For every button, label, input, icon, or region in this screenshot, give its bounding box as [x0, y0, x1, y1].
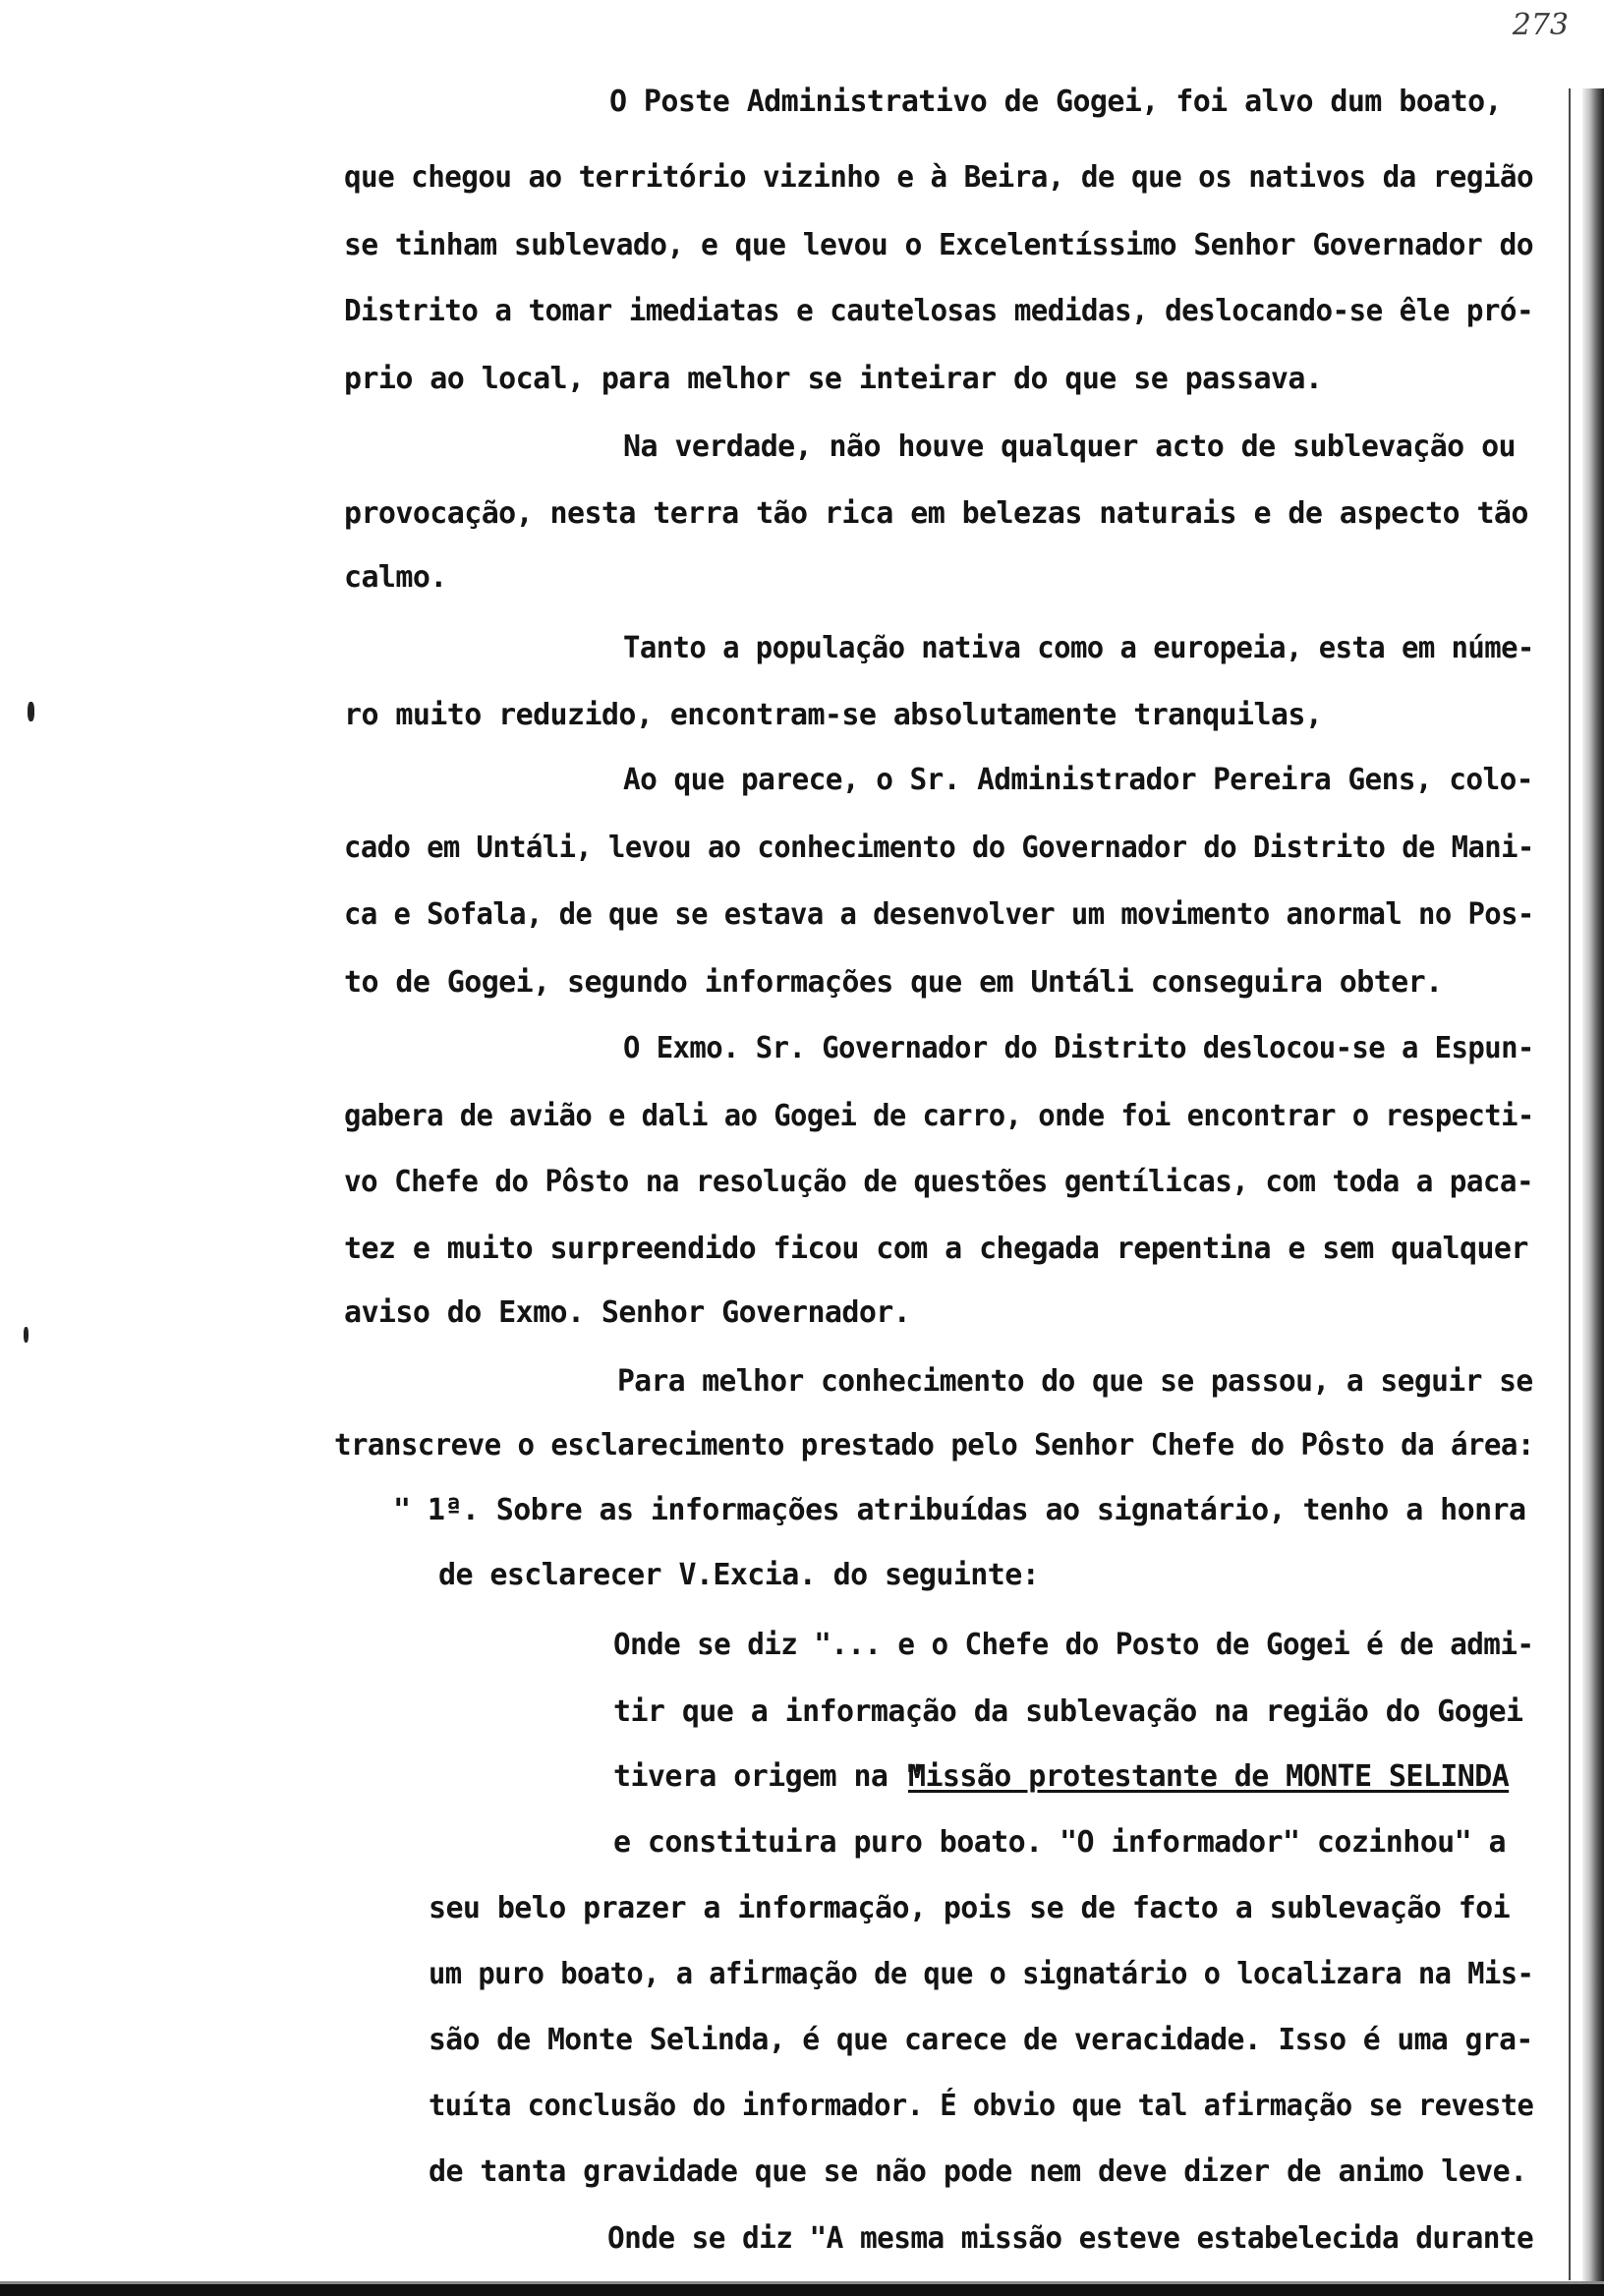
text-line: tuíta conclusão do informador. É obvio que tal afirmação se reveste [429, 2089, 1534, 2123]
text-line: tez e muito surpreendido ficou com a chegada repentina e sem qualquer [344, 1232, 1528, 1266]
bottom-edge [0, 2284, 1604, 2296]
text-line: são de Monte Selinda, é que carece de veracidade. Isso é uma gra- [429, 2023, 1533, 2057]
scan-speck [28, 702, 34, 721]
page-binding-edge [1582, 88, 1604, 2290]
text-line: de tanta gravidade que se não pode nem deve dizer de animo leve. [429, 2154, 1527, 2189]
text-line: aviso do Exmo. Senhor Governador. [344, 1295, 911, 1330]
text-line: Para melhor conhecimento do que se passou, a seguir se [617, 1364, 1533, 1399]
text-line: to de Gogei, segundo informações que em Untáli conseguira obter. [344, 965, 1443, 1000]
text-line: que chegou ao território vizinho e à Beira, de que os nativos da região [344, 160, 1534, 195]
text-line: se tinham sublevado, e que levou o Excelentíssimo Senhor Governador do [344, 228, 1534, 262]
text-line: seu belo prazer a informação, pois se de facto a sublevação foi [429, 1891, 1511, 1925]
text-line: O Poste Administrativo de Gogei, foi alvo dum boato, [609, 85, 1502, 119]
text-line: " 1ª. Sobre as informações atribuídas ao signatário, tenho a honra [393, 1493, 1526, 1527]
text-line: gabera de avião e dali ao Gogei de carro, onde foi encontrar o respecti- [344, 1099, 1534, 1133]
text-line: prio ao local, para melhor se inteirar do que se passava. [344, 362, 1323, 396]
text-line: Onde se diz "... e o Chefe do Posto de Gogei é de admi- [613, 1628, 1534, 1662]
text-line: um puro boato, a afirmação de que o signatário o localizara na Mis- [429, 1957, 1534, 1991]
text-line: Na verdade, não houve qualquer acto de sublevação ou [623, 430, 1516, 464]
text-line: Distrito a tomar imediatas e cautelosas medidas, deslocando-se êle pró- [344, 294, 1534, 328]
text-line: O Exmo. Sr. Governador do Distrito deslocou-se a Espun- [623, 1031, 1534, 1065]
text-line: vo Chefe do Pôsto na resolução de questões gentílicas, com toda a paca- [344, 1165, 1534, 1199]
text-line: Ao que parece, o Sr. Administrador Pereira Gens, colo- [623, 763, 1533, 797]
text-line: e constituira puro boato. "O informador" cozinhou" a [613, 1825, 1506, 1860]
text-line: ca e Sofala, de que se estava a desenvolver um movimento anormal no Pos- [344, 897, 1534, 932]
text-line: de esclarecer V.Excia. do seguinte: [438, 1558, 1040, 1592]
scan-speck [24, 1327, 29, 1343]
text-line: Onde se diz "A mesma missão esteve estabelecida durante [607, 2221, 1534, 2256]
text-line: calmo. [344, 560, 447, 595]
text-line: transcreve o esclarecimento prestado pelo Senhor Chefe do Pôsto da área: [334, 1428, 1534, 1463]
text-line: provocação, nesta terra tão rica em belezas naturais e de aspecto tão [344, 496, 1528, 531]
text-line: cado em Untáli, levou ao conhecimento do Governador do Distrito de Mani- [344, 831, 1534, 865]
page-number: 273 [1512, 8, 1569, 42]
text-line: tir que a informação da sublevação na região do Gogei [613, 1694, 1523, 1729]
text-line: tivera origem na " [613, 1759, 923, 1794]
text-line: ro muito reduzido, encontram-se absolutamente tranquilas, [344, 698, 1323, 732]
text-line: Tanto a população nativa como a europeia, esta em núme- [623, 631, 1534, 665]
underlined-mission-name: Missão protestante de MONTE SELINDA [908, 1759, 1510, 1794]
page-edge-line [1569, 88, 1571, 2280]
